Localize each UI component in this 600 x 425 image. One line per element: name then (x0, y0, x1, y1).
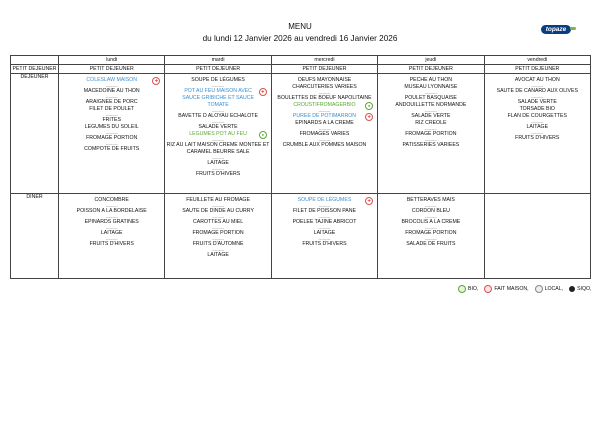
dish-item: SALADE VERTE (411, 113, 451, 119)
dish-item: POULET BASQUAISE (404, 95, 457, 101)
dish-separator: --------- (424, 108, 437, 113)
dish-item: CONCOMBRE (94, 197, 129, 203)
dish-item: FROMAGE PORTION (405, 131, 457, 137)
dish-separator: --------- (105, 112, 118, 117)
dish-separator: --------- (105, 94, 118, 99)
dish-item: CHARCUTERIES VARIEES (292, 84, 357, 90)
dish-separator: --------- (212, 166, 225, 171)
dish-separator: --------- (318, 225, 331, 230)
dish-item: POELEE TAJINE ABRICOT (292, 219, 357, 225)
petit-dejeuner-jeudi: PETIT DEJEUNER (378, 65, 484, 74)
dish-list (272, 74, 377, 149)
dish-item: EPINARDS A LA CREME (295, 120, 354, 126)
diner-cell (271, 194, 377, 279)
dish-item: CORDON BLEU (411, 208, 450, 214)
dish-separator: --------- (105, 236, 118, 241)
dish-item: LAITAGE (313, 230, 336, 236)
dish-item: AVOCAT AU THON (514, 77, 560, 83)
dish-item: CRUMBLE AUX POMMES MAISON (282, 142, 367, 148)
dish-separator: --------- (318, 214, 331, 219)
day-mercredi: mercredi (271, 56, 377, 65)
diner-cell (165, 194, 271, 279)
menu-date-range: du lundi 12 Janvier 2026 au vendredi 16 Janvier 2026 (202, 34, 398, 43)
dish-separator: --------- (424, 214, 437, 219)
diner-label: DINER (11, 194, 59, 279)
dish-item: SALADE VERTE (517, 99, 557, 105)
dish-separator: --------- (531, 94, 544, 99)
dish-item: PECHE AU THON (409, 77, 452, 83)
dish-item: LAITAGE (100, 230, 123, 236)
diner-cell (59, 194, 165, 279)
dish-separator: --------- (318, 126, 331, 131)
day-header-row (11, 56, 591, 65)
dish-separator: --------- (424, 126, 437, 131)
dish-item: OEUFS MAYONNAISE (297, 77, 352, 83)
dish-separator: --------- (212, 108, 225, 113)
dejeuner-row (11, 74, 591, 194)
dish-list (165, 194, 270, 259)
dejeuner-cell (378, 74, 484, 194)
dish-item: SALADE VERTE (198, 124, 238, 130)
dish-item: FROMAGE PORTION (86, 135, 138, 141)
dish-separator: --------- (424, 225, 437, 230)
dish-separator: --------- (212, 155, 225, 160)
dish-item: LAITAGE (207, 160, 229, 166)
day-mardi: mardi (165, 56, 271, 65)
dish-item: COLESLAW MAISON ✚ (59, 77, 164, 84)
legend (458, 285, 591, 293)
bio-icon: ● (365, 102, 373, 110)
dish-list (378, 194, 483, 248)
dish-item: SOUPE DE LÉGUMES ✚ (272, 197, 377, 204)
diner-cell (484, 194, 590, 279)
dish-separator: --------- (212, 203, 225, 208)
dish-item: FROMAGES VARIES (299, 131, 350, 137)
dish-item: CARAMEL BEURRE SALE (186, 149, 250, 155)
petit-dejeuner-lundi: PETIT DEJEUNER (59, 65, 165, 74)
dish-separator: --------- (318, 137, 331, 142)
dish-list (272, 194, 377, 248)
dish-separator: --------- (105, 83, 118, 88)
fait-maison-icon: ✚ (259, 88, 267, 96)
dish-separator: --------- (212, 247, 225, 252)
dish-item: BROCOLIS A LA CREME (401, 219, 461, 225)
petit-dejeuner-mardi: PETIT DEJEUNER (165, 65, 271, 74)
dish-separator: --------- (212, 137, 225, 142)
petit-dejeuner-vendredi: PETIT DEJEUNER (484, 65, 590, 74)
corner-cell (11, 56, 59, 65)
dish-item: SAUTE DE DINDE AU CURRY (182, 208, 254, 214)
dish-item: FROMAGE PORTION (405, 230, 457, 236)
dish-item: POISSON A LA BORDELAISE (76, 208, 147, 214)
bio-icon: ● (259, 131, 267, 139)
dish-separator: --------- (212, 225, 225, 230)
dish-separator: --------- (531, 119, 544, 124)
dish-list (59, 74, 164, 153)
fait-maison-icon: ✚ (365, 113, 373, 121)
legend-local-label: LOCAL, (544, 286, 564, 292)
dish-item: POT AU FEU MAISON AVEC ✚ (165, 88, 270, 95)
menu-table (10, 55, 591, 279)
day-lundi: lundi (59, 56, 165, 65)
dish-separator: --------- (318, 108, 331, 113)
dejeuner-cell (59, 74, 165, 194)
fait-maison-icon: ✚ (365, 197, 373, 205)
legend-bio (458, 285, 478, 293)
dish-item: FRUITS D'HIVERS (302, 241, 347, 247)
dish-separator: --------- (318, 236, 331, 241)
dish-separator: --------- (212, 83, 225, 88)
legend-local (535, 285, 563, 293)
dish-item: RIZ AU LAIT MAISON CREME MONTEE ET (166, 142, 270, 148)
dish-item: SOUPE DE LÉGUMES (191, 77, 245, 83)
legend-bio-label: BIO, (468, 286, 479, 292)
dish-item: FILET DE POULET (89, 106, 135, 112)
dish-separator: --------- (424, 203, 437, 208)
dish-item: ARAIGNEE DE PORC (85, 99, 138, 105)
dish-item: FROMAGE PORTION (192, 230, 244, 236)
dish-separator: --------- (531, 130, 544, 135)
dish-separator: --------- (424, 236, 437, 241)
dish-item: TOMATE (207, 102, 229, 108)
dish-list (165, 74, 270, 178)
diner-row (11, 194, 591, 279)
dish-item: BETTERAVES MAIS (406, 197, 455, 203)
dish-item: PATISSERIES VARIEES (402, 142, 460, 148)
dish-item: MACEDOINE AU THON (83, 88, 140, 94)
legend-siqo (569, 286, 591, 292)
dejeuner-cell (484, 74, 590, 194)
dish-item: LAITAGE (207, 252, 229, 258)
fait-maison-icon: ✚ (152, 77, 160, 85)
dish-list (485, 194, 590, 197)
dish-separator: --------- (212, 119, 225, 124)
topaze-logo: topaze (541, 25, 571, 34)
day-vendredi: vendredi (484, 56, 590, 65)
dish-item: SAUTE DE CANARD AUX OLIVES (496, 88, 578, 94)
dejeuner-cell (271, 74, 377, 194)
dish-item: FEUILLETE AU FROMAGE (186, 197, 250, 203)
menu-title: MENU (288, 22, 312, 31)
dish-item: CROUSTIFROMAGERBIO ● (272, 102, 377, 109)
dish-separator: --------- (424, 90, 437, 95)
fait-maison-icon (484, 285, 492, 293)
dish-item: ANDOUILLETTE NORMANDE (395, 102, 467, 108)
dish-item: FILET DE POISSON PANE (293, 208, 356, 214)
dish-separator: --------- (318, 90, 331, 95)
dish-item: LEGUMES POT AU FEU ● (165, 131, 270, 138)
diner-cell (378, 194, 484, 279)
dish-separator: --------- (212, 236, 225, 241)
dish-item: SALADE DE FRUITS (406, 241, 456, 247)
dish-item: FRUITS D'AUTOMNE (192, 241, 244, 247)
dish-item: FRITES (102, 117, 121, 123)
dish-item: EPINARDS GRATINES (84, 219, 139, 225)
dish-item: LAITAGE (526, 124, 549, 130)
local-icon (535, 285, 543, 293)
dish-item: SAUCE GRIBICHE ET SAUCE (182, 95, 254, 101)
day-jeudi: jeudi (378, 56, 484, 65)
dish-separator: --------- (318, 203, 331, 208)
dish-item: FRUITS D'HIVERS (89, 241, 134, 247)
dish-item: LEGUMES DU SOLEIL (84, 124, 139, 130)
logo-accent (570, 27, 576, 30)
legend-fait-maison (484, 285, 528, 293)
dish-list (378, 74, 483, 149)
dish-item: FRUITS D'HIVERS (515, 135, 560, 141)
petit-dejeuner-row (11, 65, 591, 74)
dish-separator: --------- (105, 203, 118, 208)
dish-separator: --------- (105, 130, 118, 135)
dish-separator: --------- (105, 225, 118, 230)
dish-item: CAROTTES AU MIEL (193, 219, 244, 225)
dish-item: PUREE DE POTIMARRON ✚ (272, 113, 377, 120)
dish-item: FRUITS D'HIVERS (195, 171, 241, 177)
siqo-icon (569, 286, 575, 292)
dish-item: FLAN DE COURGETTES (507, 113, 567, 119)
dish-item: TORSADE BIO (519, 106, 555, 112)
dish-item: MUSEAU LYONNAISE (404, 84, 458, 90)
dish-separator: --------- (212, 214, 225, 219)
dish-item: COMPOTE DE FRUITS (84, 146, 140, 152)
bio-icon (458, 285, 466, 293)
dish-separator: --------- (105, 214, 118, 219)
dejeuner-label: DEJEUNER (11, 74, 59, 194)
dish-list (485, 74, 590, 142)
legend-siqo-label: SIQO, (577, 286, 592, 292)
dish-item: BAVETTE D ALOYAU ECHALOTE (178, 113, 258, 119)
dejeuner-cell (165, 74, 271, 194)
petit-dejeuner-label: PETIT DEJEUNER (12, 66, 57, 72)
dish-item: BOULETTES DE BOEUF NAPOLITAINE (277, 95, 372, 101)
dish-list (59, 194, 164, 248)
petit-dejeuner-mercredi: PETIT DEJEUNER (271, 65, 377, 74)
legend-fait-maison-label: FAIT MAISON, (494, 286, 529, 292)
dish-separator: --------- (105, 141, 118, 146)
dish-separator: --------- (531, 83, 544, 88)
dish-separator: --------- (424, 137, 437, 142)
dish-item: RIZ CREOLE (415, 120, 447, 126)
